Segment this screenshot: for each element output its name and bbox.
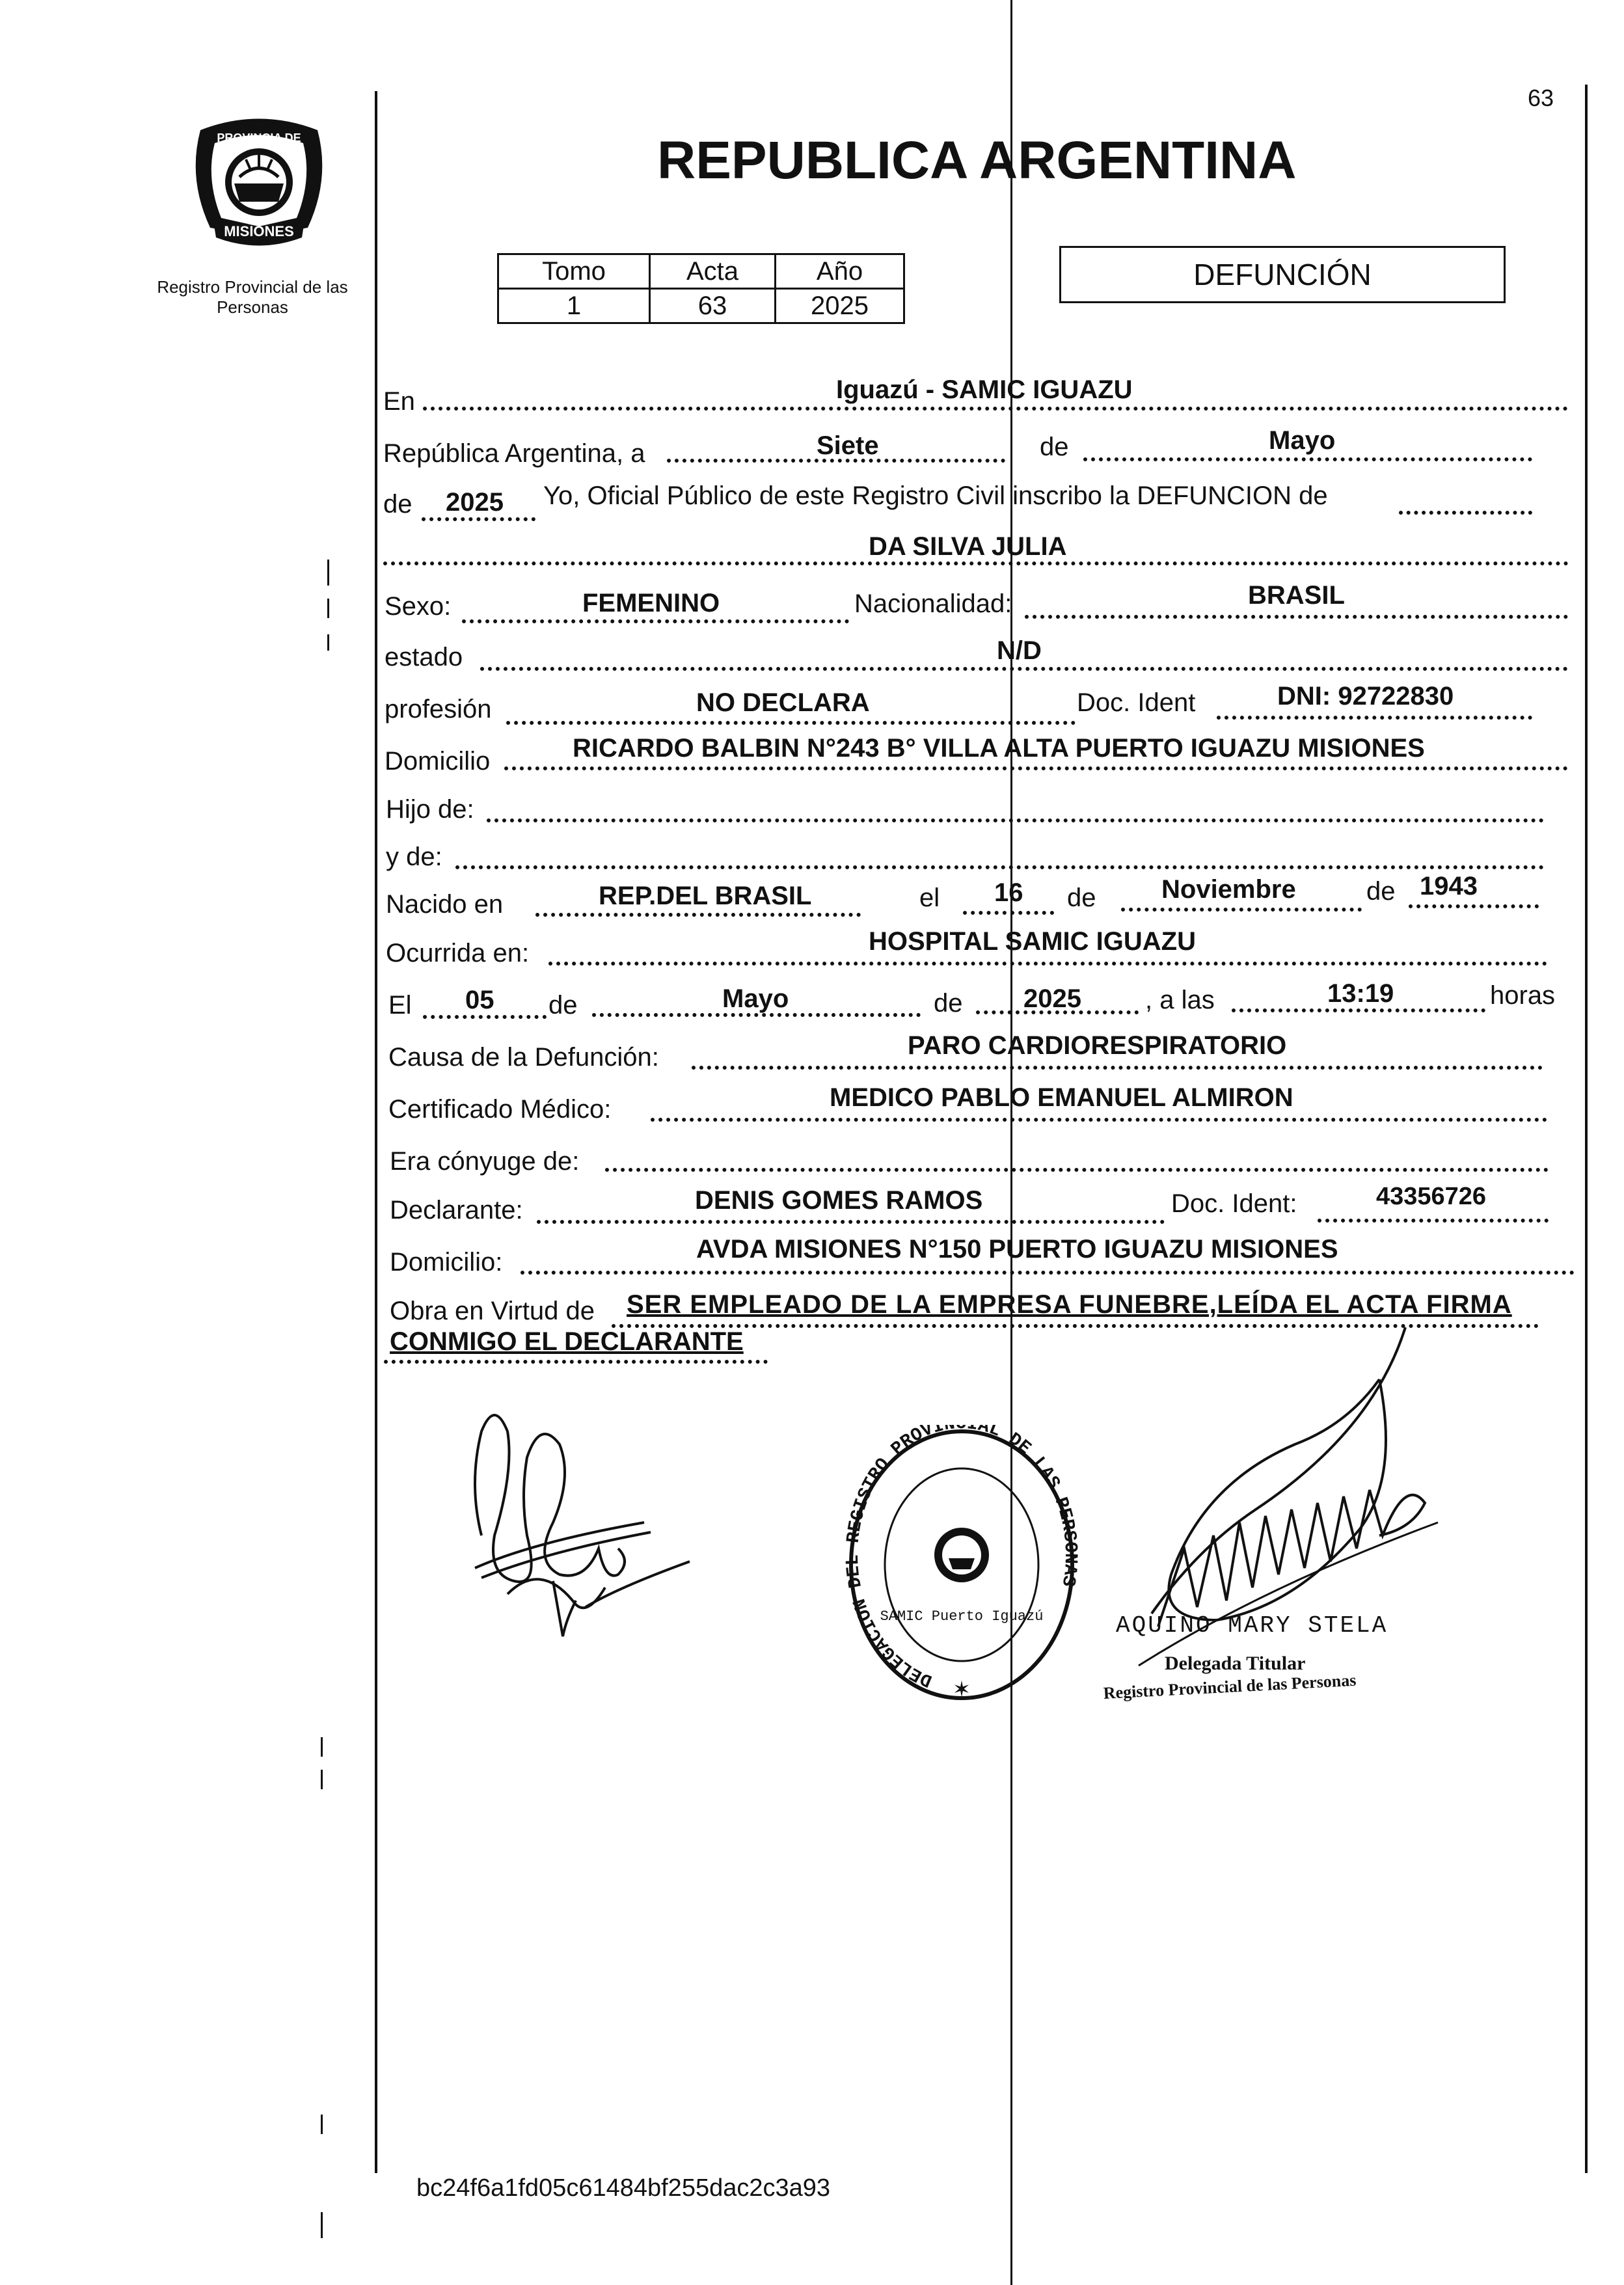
estado-field: N/D	[997, 636, 1042, 665]
hora-field: 13:19	[1327, 979, 1394, 1008]
certificado-field-line	[651, 1118, 1547, 1122]
conyuge-field-line	[605, 1168, 1549, 1172]
declarante-label: Declarante:	[390, 1196, 523, 1224]
obra-field-line2: CONMIGO EL DECLARANTE	[390, 1327, 744, 1356]
nacido-label: Nacido en	[386, 890, 504, 919]
anio-field-line	[422, 517, 535, 521]
official-stamp-office: Registro Provincial de las Personas	[1103, 1670, 1357, 1703]
margin-dash	[327, 599, 329, 618]
reference-table	[497, 253, 905, 324]
inscribo-text: Yo, Oficial Público de este Registro Civil inscribo la DEFUNCION de	[543, 481, 1328, 510]
de6-label: de	[934, 989, 963, 1018]
de5-label: de	[548, 991, 578, 1020]
obra-field-line1: SER EMPLEADO DE LA EMPRESA FUNEBRE,LEÍDA EL ACTA FIRMA	[627, 1290, 1512, 1319]
tomo-value: 1	[498, 289, 650, 323]
def-dia-field: 05	[465, 986, 494, 1014]
domicilio2-field-line	[521, 1271, 1575, 1275]
de3-label: de	[1067, 884, 1096, 912]
estado-field-line	[480, 667, 1568, 671]
nac-mes-field-line	[1121, 908, 1362, 912]
nacionalidad-label: Nacionalidad:	[854, 589, 1012, 618]
doc2-field-line	[1318, 1219, 1549, 1223]
anio-field: 2025	[446, 488, 504, 517]
declarante-field-line	[537, 1220, 1165, 1224]
margin-dash	[321, 2212, 323, 2238]
conyuge-label: Era cónyuge de:	[390, 1147, 580, 1176]
left-margin-line	[375, 91, 377, 2173]
svg-text:MISIONES: MISIONES	[224, 223, 294, 239]
svg-text:SAMIC Puerto Iguazú: SAMIC Puerto Iguazú	[880, 1608, 1044, 1625]
page-title: REPUBLICA ARGENTINA	[657, 131, 1297, 190]
nac-dia-field: 16	[994, 878, 1023, 907]
en-field: Iguazú - SAMIC IGUAZU	[836, 375, 1133, 404]
obra-line2	[384, 1360, 768, 1364]
nac-anio-field-line	[1409, 904, 1539, 908]
nombre-field-line	[383, 561, 1569, 565]
nac-mes-field: Noviembre	[1161, 875, 1296, 904]
page-number: 63	[1528, 85, 1554, 111]
doc2-label: Doc. Ident:	[1171, 1189, 1297, 1218]
horas-label: horas	[1490, 981, 1556, 1010]
profesion-label: profesión	[385, 695, 492, 723]
obra-label: Obra en Virtud de	[390, 1297, 595, 1325]
inscribo-field-line	[1399, 511, 1532, 515]
causa-field-line	[692, 1066, 1543, 1070]
def-dia-field-line	[423, 1015, 547, 1019]
nac-dia-field-line	[963, 911, 1054, 915]
svg-text:PROVINCIA DE: PROVINCIA DE	[217, 131, 301, 144]
registry-round-stamp	[845, 1425, 1079, 1711]
el-label: el	[919, 884, 940, 912]
def-anio-field: 2025	[1023, 984, 1081, 1013]
domicilio2-field: AVDA MISIONES N°150 PUERTO IGUAZU MISIONES	[696, 1235, 1338, 1264]
right-margin-line	[1585, 85, 1588, 2173]
mes-field: Mayo	[1269, 426, 1336, 455]
ocurrida-field: HOSPITAL SAMIC IGUAZU	[869, 927, 1196, 956]
registry-label: Registro Provincial de las Personas	[157, 277, 348, 317]
hora-field-line	[1232, 1008, 1485, 1012]
sexo-label: Sexo:	[385, 592, 452, 621]
profesion-field-line	[506, 721, 1076, 725]
table-header-row	[498, 254, 904, 289]
svg-text:✶: ✶	[952, 1677, 971, 1702]
margin-dash	[327, 634, 329, 651]
doc2-field: 43356726	[1376, 1183, 1487, 1210]
domicilio-field-line	[504, 766, 1568, 770]
doc-field: DNI: 92722830	[1277, 682, 1454, 710]
col-acta-header: Acta	[650, 254, 776, 289]
record-type-box	[1059, 246, 1506, 303]
official-stamp-role: Delegada Titular	[1165, 1653, 1306, 1674]
declarant-signature	[455, 1405, 703, 1646]
hijo-field-line	[487, 818, 1544, 822]
causa-field: PARO CARDIORESPIRATORIO	[908, 1031, 1287, 1060]
def-mes-field: Mayo	[722, 984, 789, 1013]
el2-label: El	[388, 991, 412, 1020]
domicilio2-label: Domicilio:	[390, 1248, 503, 1277]
margin-dash	[321, 1770, 323, 1789]
center-scan-line	[1010, 0, 1012, 2285]
ocurrida-field-line	[548, 962, 1547, 966]
nacido-field: REP.DEL BRASIL	[599, 882, 812, 910]
doc-label: Doc. Ident	[1077, 688, 1196, 717]
causa-label: Causa de la Defunción:	[388, 1043, 659, 1072]
mes-field-line	[1083, 457, 1532, 461]
record-type-label: DEFUNCIÓN	[1193, 258, 1372, 291]
en-field-line	[423, 407, 1568, 411]
certificado-field: MEDICO PABLO EMANUEL ALMIRON	[830, 1083, 1293, 1112]
margin-dash	[321, 2115, 323, 2134]
alas-label: , a las	[1145, 986, 1215, 1014]
domicilio-label: Domicilio	[385, 747, 491, 776]
estado-label: estado	[385, 643, 463, 671]
de2-label: de	[383, 490, 413, 519]
yde-label: y de:	[386, 843, 442, 871]
official-stamp-name: AQUINO MARY STELA	[1116, 1612, 1388, 1639]
nacionalidad-field: BRASIL	[1248, 581, 1345, 610]
nombre-field: DA SILVA JULIA	[869, 532, 1067, 561]
margin-dash	[327, 560, 329, 586]
nacido-field-line	[535, 913, 861, 917]
hijo-label: Hijo de:	[386, 795, 474, 824]
dia-field: Siete	[817, 431, 879, 460]
nac-anio-field: 1943	[1420, 872, 1478, 900]
document-hash: bc24f6a1fd05c61484bf255dac2c3a93	[416, 2174, 831, 2202]
yde-field-line	[455, 865, 1544, 869]
de4-label: de	[1366, 877, 1396, 906]
table-row	[498, 289, 904, 323]
declarante-field: DENIS GOMES RAMOS	[695, 1186, 983, 1215]
ocurrida-label: Ocurrida en:	[386, 939, 530, 967]
certificado-label: Certificado Médico:	[388, 1095, 612, 1124]
margin-dash	[321, 1737, 323, 1757]
col-anio-header: Año	[776, 254, 904, 289]
republica-label: República Argentina, a	[383, 439, 645, 468]
profesion-field: NO DECLARA	[696, 688, 870, 717]
provincial-seal-logo	[174, 104, 344, 254]
svg-text:DELEGACION DEL REGISTRO PROVIN: DELEGACION DEL REGISTRO PROVI AL DE LAS PERSONAS	[845, 1425, 1079, 1691]
en-label: En	[383, 387, 415, 416]
domicilio-field: RICARDO BALBIN N°243 B° VILLA ALTA PUERTO IGUAZU MISIONES	[573, 734, 1425, 763]
anio-value: 2025	[776, 289, 904, 323]
acta-value: 63	[650, 289, 776, 323]
sexo-field: FEMENINO	[582, 589, 720, 617]
de-label: de	[1040, 433, 1069, 461]
doc-field-line	[1217, 716, 1532, 720]
nacionalidad-field-line	[1025, 615, 1568, 619]
col-tomo-header: Tomo	[498, 254, 650, 289]
sexo-field-line	[462, 619, 849, 623]
